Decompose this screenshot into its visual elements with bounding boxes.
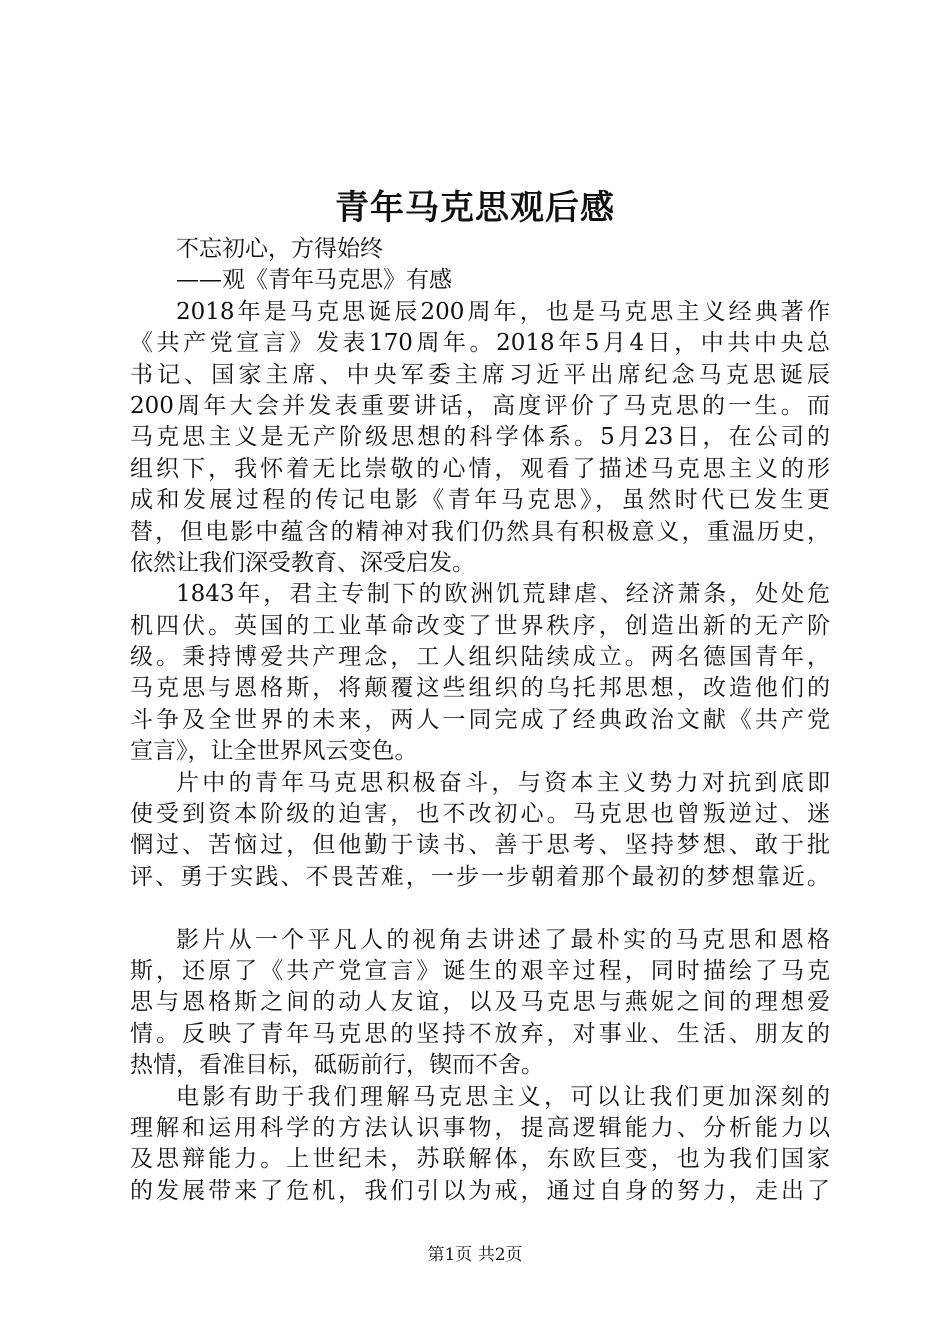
text-line: 1843年，君主专制下的欧洲饥荒肆虐、经济萧条，处处危 xyxy=(176,581,830,608)
text-line: 热情，看准目标，砥砺前行，锲而不舍。 xyxy=(130,1052,544,1079)
text-line: 片中的青年马克思积极奋斗，与资本主义势力对抗到底即 xyxy=(176,769,830,796)
text-line: 组织下，我怀着无比崇敬的心情，观看了描述马克思主义的形 xyxy=(130,455,830,482)
text-line: 电影有助于我们理解马克思主义，可以让我们更加深刻的 xyxy=(176,1083,830,1110)
text-line: 书记、国家主席、中央军委主席习近平出席纪念马克思诞辰 xyxy=(130,361,830,388)
text-line: 成和发展过程的传记电影《青年马克思》，虽然时代已发生更 xyxy=(130,487,830,514)
article-body xyxy=(130,234,830,1207)
text-line: 及思辩能力。上世纪未，苏联解体，东欧巨变，也为我们国家 xyxy=(130,1146,830,1173)
text-line: 依然让我们深受教育、深受启发。 xyxy=(130,549,475,576)
text-line: 《共产党宣言》发表170周年。2018年5月4日，中共中央总 xyxy=(130,330,830,357)
text-line: 思与恩格斯之间的动人友谊，以及马克思与燕妮之间的理想爱 xyxy=(130,989,830,1016)
text-line: 使受到资本阶级的迫害，也不改初心。马克思也曾叛逆过、迷 xyxy=(130,801,830,828)
text-line: 替，但电影中蕴含的精神对我们仍然具有积极意义，重温历史， xyxy=(130,518,830,545)
text-line: 级。秉持博爱共产理念，工人组织陆续成立。两名德国青年， xyxy=(130,644,830,671)
blank-line xyxy=(130,893,830,924)
text-line: 不忘初心，方得始终 xyxy=(176,236,383,262)
text-line: 斗争及全世界的未来，两人一同完成了经典政治文献《共产党 xyxy=(130,706,830,733)
page-title: 青年马克思观后感 xyxy=(335,188,615,228)
page-number: 第1页 共2页 xyxy=(427,1245,523,1265)
text-line: 影片从一个平凡人的视角去讲述了最朴实的马克思和恩格 xyxy=(176,926,830,953)
text-line: 200周年大会并发表重要讲话，高度评价了马克思的一生。而 xyxy=(130,392,830,419)
text-line: 马克思与恩格斯，将颠覆这些组织的乌托邦思想，改造他们的 xyxy=(130,675,830,702)
text-line: 机四伏。英国的工业革命改变了世界秩序，创造出新的无产阶 xyxy=(130,612,830,639)
text-line: 惘过、苦恼过，但他勤于读书、善于思考、坚持梦想、敢于批 xyxy=(130,832,830,859)
text-line: ——观《青年马克思》有感 xyxy=(176,267,452,294)
text-line: 宣言》，让全世界风云变色。 xyxy=(130,738,418,765)
text-line: 的发展带来了危机，我们引以为戒，通过自身的努力，走出了 xyxy=(130,1177,830,1204)
text-line: 马克思主义是无产阶级思想的科学体系。5月23日，在公司的 xyxy=(130,424,830,451)
text-line: 斯，还原了《共产党宣言》诞生的艰辛过程，同时描绘了马克 xyxy=(130,957,830,984)
text-line: 评、勇于实践、不畏苦难，一步一步朝着那个最初的梦想靠近。 xyxy=(130,863,830,890)
text-line: 2018年是马克思诞辰200周年，也是马克思主义经典著作 xyxy=(176,298,830,325)
text-line: 情。反映了青年马克思的坚持不放弃，对事业、生活、朋友的 xyxy=(130,1020,830,1047)
text-line: 理解和运用科学的方法认识事物，提高逻辑能力、分析能力以 xyxy=(130,1114,830,1141)
